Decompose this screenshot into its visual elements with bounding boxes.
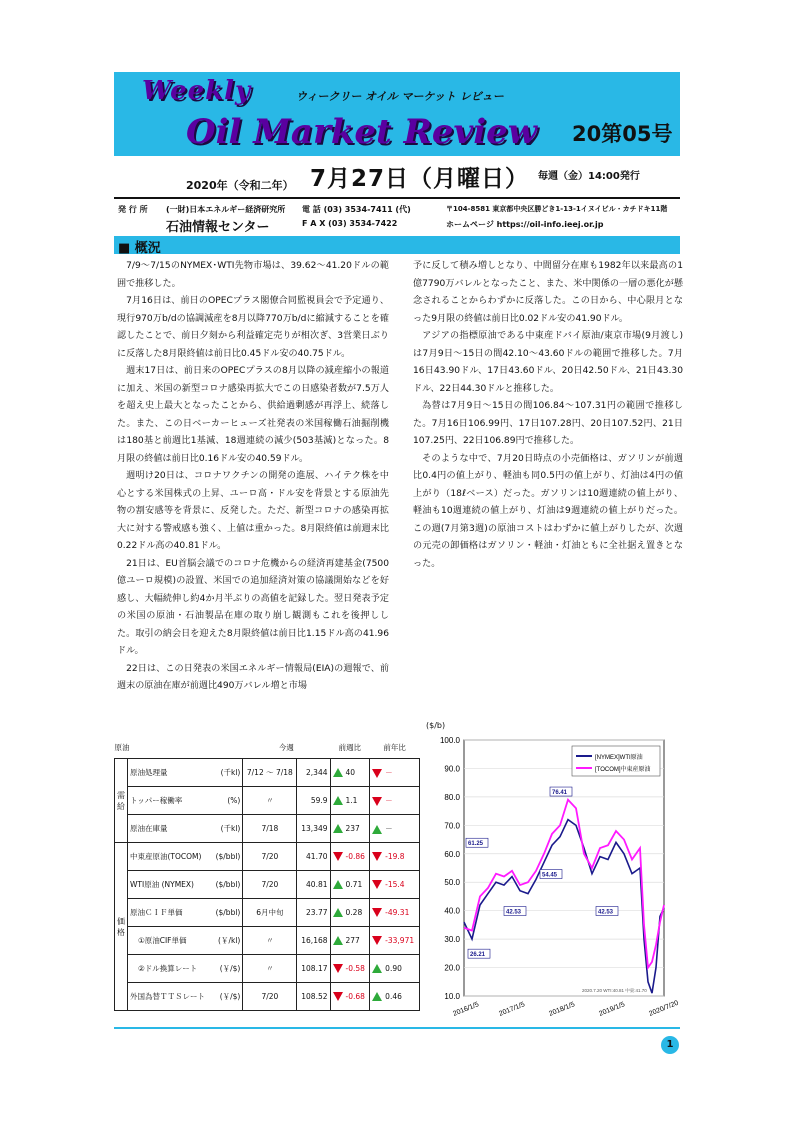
header-yoy: 前年比 — [370, 737, 420, 759]
row-unit: (%) — [212, 787, 243, 815]
up-arrow-icon — [333, 908, 343, 917]
y-tick-label: 100.0 — [439, 736, 460, 745]
table-row — [115, 843, 420, 871]
row-value: 16,168 — [297, 927, 330, 955]
table-body — [115, 759, 420, 1011]
annotation-label: 42.53 — [598, 909, 614, 916]
row-name: 原油ＣＩＦ単価 — [128, 899, 212, 927]
row-name: 外国為替ＴＴＳレート — [128, 983, 212, 1011]
body-right-column — [413, 258, 683, 573]
row-date: 7/12 ～ 7/18 — [243, 759, 297, 787]
row-wow: 40 — [345, 767, 356, 777]
x-tick-label: 2019/1/5 — [598, 1001, 627, 1018]
row-unit: ($/bbl) — [212, 899, 243, 927]
row-value: 59.9 — [297, 787, 330, 815]
group-supply: 需給 — [115, 759, 128, 843]
row-yoy: 0.46 — [385, 991, 402, 1001]
header-current: 今週 — [243, 737, 330, 759]
down-arrow-icon — [333, 852, 343, 861]
header-wow: 前週比 — [330, 737, 370, 759]
body-left-column — [117, 258, 389, 696]
publish-time: 毎週（金）14:00発行 — [538, 171, 640, 182]
down-arrow-icon — [372, 852, 382, 861]
table-row — [115, 899, 420, 927]
title-logo: Oil Market Review — [186, 112, 538, 152]
chart-note: 2020.7.20 WTI:40.81 中東:41.70 — [582, 988, 647, 993]
row-date: 〃 — [243, 955, 297, 983]
paragraph: 週明け20日は、コロナワクチンの開発の進展、ハイテク株を中心とする米国株式の上昇、ユーロ高・ドル安を背景とする原油先物の割安感等を背景に、反発した。ただ、新型コロナの感染再拡大に対する警戒感も強く、上値は重かった。8月限終値は前週末比0.22ドル高の40.81ドル。 — [117, 471, 389, 551]
row-name: ②ドル換算レート — [128, 955, 212, 983]
paragraph: 週末17日は、前日来のOPECプラスの8月以降の減産縮小の報道に加え、米国の新型コロナ感染再拡大でこの日感染者数が7.5万人を超え史上最大となったことから、供給過剰感が再浮上、続落した。また、この日ベーカーヒューズ社発表の米国稼働石油掘削機は180基と前週比1基減、18週連続の減少(503基減)となった。8月限の終値は前日比0.16ドル安の40.59ドル。 — [117, 366, 389, 464]
row-name: トッパー稼働率 — [128, 787, 212, 815]
row-wow: 237 — [345, 823, 360, 833]
row-yoy: -15.4 — [385, 879, 405, 889]
table-row — [115, 983, 420, 1011]
publisher-tel: 電 話 (03) 3534-7411 (代) — [302, 205, 411, 214]
row-value: 41.70 — [297, 843, 330, 871]
row-date: 7/20 — [243, 871, 297, 899]
row-name: 原油処理量 — [128, 759, 212, 787]
row-unit: (￥/$) — [212, 955, 243, 983]
legend-label: [TOCOM]中東産原油 — [595, 767, 651, 773]
plot-area — [464, 740, 664, 996]
paragraph: そのような中で、7月20日時点の小売価格は、ガソリンが前週比0.4円の値上がり、軽油も同0.5円の値上がり、灯油は4円の値上がり（18ℓベース）だった。ガソリンは10週連続の値上がり、軽油も10週連続の値上がり、灯油は9週連続の値上がりだった。この週(7月第3週)の原油コストはわずかに値上がりしたが、次週の元売の卸価格はガソリン・軽油・灯油ともに全社据え置きとなった。 — [413, 453, 683, 569]
x-tick-label: 2017/1/5 — [498, 1001, 527, 1018]
row-name: ①原油CIF単価 — [128, 927, 212, 955]
y-tick-label: 50.0 — [444, 878, 460, 888]
row-wow: 277 — [345, 935, 360, 945]
down-arrow-icon — [333, 992, 343, 1001]
y-tick-label: 20.0 — [444, 963, 460, 973]
row-yoy: － — [385, 796, 393, 805]
up-arrow-icon — [333, 936, 343, 945]
y-tick-label: 90.0 — [444, 764, 460, 774]
publisher-homepage[interactable]: ホームページ https://oil-info.ieej.or.jp — [446, 220, 604, 229]
up-arrow-icon — [333, 880, 343, 889]
annotation-label: 61.25 — [468, 841, 484, 848]
publisher-org: (一財)日本エネルギー経済研究所 — [166, 205, 286, 214]
row-date: 7/20 — [243, 983, 297, 1011]
row-unit: (￥/$) — [212, 983, 243, 1011]
group-price: 価格 — [115, 843, 128, 1011]
row-wow: -0.58 — [345, 963, 365, 973]
row-value: 108.17 — [297, 955, 330, 983]
annotation-label: 76.41 — [552, 790, 568, 797]
issue-date: 7月27日（月曜日） — [310, 166, 530, 192]
row-unit: (千kl) — [212, 759, 243, 787]
y-tick-label: 30.0 — [444, 935, 460, 945]
row-date: 7/20 — [243, 843, 297, 871]
annotation-label: 42.53 — [506, 909, 522, 916]
section-bar — [114, 236, 680, 254]
publisher-label: 発 行 所 — [118, 205, 148, 214]
row-date: 〃 — [243, 787, 297, 815]
row-unit: ($/bbl) — [212, 871, 243, 899]
down-arrow-icon — [372, 797, 382, 806]
down-arrow-icon — [333, 964, 343, 973]
publisher-center: 石油情報センター — [166, 220, 270, 235]
table-row — [115, 871, 420, 899]
row-date: 〃 — [243, 927, 297, 955]
row-unit: ($/bbl) — [212, 843, 243, 871]
paragraph: 7月16日は、前日のOPECプラス閣僚合同監視員会で予定通り、現行970万b/dの協調減産を8月以降770万b/dに縮減することを確認したことで、前日夕刻から利益確定売りが相次ぎ、3営業日ぶりに反落した8月限終値は前日比0.45ドル安の40.75ドル。 — [117, 296, 389, 359]
row-yoy: － — [385, 824, 393, 833]
x-tick-label: 2016/1/5 — [452, 1001, 481, 1018]
row-wow: -0.68 — [345, 991, 365, 1001]
table-row — [115, 759, 420, 787]
row-wow: 1.1 — [345, 795, 358, 805]
down-arrow-icon — [372, 908, 382, 917]
weekly-logo: Weekly — [142, 76, 252, 106]
up-arrow-icon — [333, 796, 343, 805]
header-divider — [114, 197, 680, 199]
legend-label: [NYMEX]WTI原油 — [595, 755, 643, 761]
chart-ylabel: ($/b) — [426, 721, 446, 730]
row-yoy: -33,971 — [385, 935, 415, 945]
row-value: 2,344 — [297, 759, 330, 787]
row-value: 13,349 — [297, 815, 330, 843]
paragraph: 為替は7月9日～15日の間106.84～107.31円の範囲で推移した。7月16日106.99円、17日107.28円、20日107.52円、21日107.25円、22日106.89円で推移した。 — [413, 401, 683, 446]
row-value: 40.81 — [297, 871, 330, 899]
up-arrow-icon — [333, 824, 343, 833]
row-unit: (千kl) — [212, 815, 243, 843]
price-chart — [420, 732, 682, 1024]
down-arrow-icon — [372, 936, 382, 945]
annotation-label: 54.45 — [542, 872, 558, 879]
table-row — [115, 927, 420, 955]
row-name: WTI原油 (NYMEX) — [128, 871, 212, 899]
y-tick-label: 60.0 — [444, 849, 460, 859]
table-row — [115, 815, 420, 843]
row-unit: (￥/kl) — [212, 927, 243, 955]
issue-number: 20第05号 — [572, 122, 673, 146]
paragraph: 7/9～7/15のNYMEX･WTI先物市場は、39.62～41.20ドルの範囲で推移した。 — [117, 261, 389, 289]
up-arrow-icon — [372, 964, 382, 973]
x-tick-label: 2020/7/20 — [648, 999, 680, 1018]
row-wow: 0.28 — [345, 907, 363, 917]
stats-table — [114, 737, 420, 1011]
down-arrow-icon — [372, 880, 382, 889]
footer-divider — [114, 1027, 680, 1029]
publisher-address: 〒104-8581 東京都中央区勝どき1-13-1イヌイビル・カチドキ11階 — [446, 205, 668, 213]
table-row — [115, 787, 420, 815]
year-label: 2020年（令和二年） — [186, 179, 294, 192]
paragraph: 22日は、この日発表の米国エネルギー情報局(EIA)の週報で、前週末の原油在庫が前週比490万バレル増と市場 — [117, 663, 389, 691]
annotation-label: 26.21 — [470, 952, 486, 959]
row-value: 23.77 — [297, 899, 330, 927]
row-yoy: -19.8 — [385, 851, 405, 861]
x-tick-label: 2018/1/5 — [548, 1001, 577, 1018]
publisher-fax: F A X (03) 3534-7422 — [302, 219, 398, 228]
row-yoy: 0.90 — [385, 963, 402, 973]
row-wow: 0.71 — [345, 879, 363, 889]
paragraph: 21日は、EU首脳会議でのコロナ危機からの経済再建基金(7500億ユーロ規模)の設置、米国での追加経済対策の協議開始などを好感し、大幅続伸し約4か月半ぶりの高値を記録した。翌日発表予定の米国の原油・石油製品在庫の取り崩し観測もこれを後押しした。取引の納会日を迎えた8月限終値は前日比1.15ドル高の41.96ドル。 — [117, 558, 389, 656]
table-row — [115, 955, 420, 983]
header-subtitle: ウィークリー オイル マーケット レビュー — [296, 90, 504, 103]
y-tick-label: 40.0 — [444, 906, 460, 916]
paragraph: 予に反して積み増しとなり、中間留分在庫も1982年以来最高の1億7790万バレルとなったこと、また、米中関係の一層の悪化が懸念されることからわずかに反落した。この日から、中心限月となった9月限の終値は前日比0.02ドル安の41.90ドル。 — [413, 261, 683, 324]
table-header-row — [115, 737, 420, 759]
row-date: 6月中旬 — [243, 899, 297, 927]
down-arrow-icon — [372, 769, 382, 778]
row-value: 108.52 — [297, 983, 330, 1011]
paragraph: アジアの指標原油である中東産ドバイ原油/東京市場(9月渡し)は7月9日～15日の間42.10～43.60ドルの範囲で推移した。7月16日43.90ドル、17日43.60ドル、20日42.50ドル、21日43.30ドル、22日44.30ドルと推移した。 — [413, 331, 683, 394]
row-wow: -0.86 — [345, 851, 365, 861]
page-number: 1 — [661, 1036, 679, 1054]
y-tick-label: 80.0 — [444, 792, 460, 802]
up-arrow-icon — [333, 768, 343, 777]
y-tick-label: 70.0 — [444, 821, 460, 831]
row-name: 原油在庫量 — [128, 815, 212, 843]
row-name: 中東産原油(TOCOM) — [128, 843, 212, 871]
y-tick-label: 10.0 — [444, 992, 460, 1001]
up-arrow-icon — [372, 992, 382, 1001]
row-yoy: － — [385, 768, 393, 777]
row-yoy: -49.31 — [385, 907, 410, 917]
header-item: 原油 — [115, 737, 243, 759]
up-arrow-icon — [372, 825, 382, 834]
section-title: ■ 概況 — [118, 241, 161, 256]
row-date: 7/18 — [243, 815, 297, 843]
